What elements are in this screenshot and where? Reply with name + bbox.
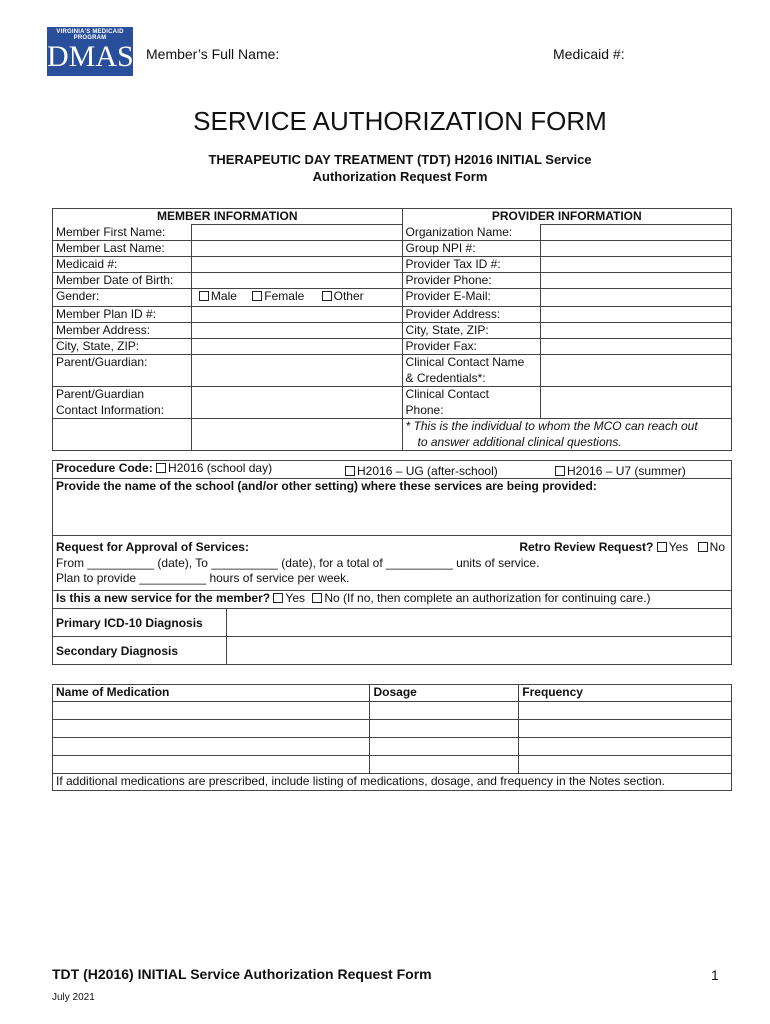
checkbox-icon <box>273 593 283 603</box>
dmas-logo <box>47 27 133 76</box>
member-address-label: Member Address: <box>53 323 192 339</box>
guardian-contact-label <box>53 387 192 419</box>
footer-title: TDT (H2016) INITIAL Service Authorization Request Form <box>52 966 432 982</box>
service-hours-line[interactable]: Plan to provide __________ hours of service per week. <box>56 571 350 585</box>
organization-name-field[interactable] <box>541 225 732 241</box>
medication-dosage-header: Dosage <box>370 685 519 702</box>
school-name-prompt[interactable]: Provide the name of the school (and/or other setting) where these services are being provided: <box>53 479 732 536</box>
clinical-contact-note <box>402 419 731 451</box>
medication-frequency-field[interactable] <box>519 756 732 774</box>
medication-dosage-field[interactable] <box>370 702 519 720</box>
checkbox-icon <box>657 542 667 552</box>
medication-note: If additional medications are prescribed, include listing of medications, dosage, and frequency in the Notes section. <box>53 774 732 791</box>
logo-name: DMAS <box>47 40 134 73</box>
medication-frequency-field[interactable] <box>519 702 732 720</box>
new-service-row <box>53 591 732 609</box>
medication-frequency-field[interactable] <box>519 738 732 756</box>
clinical-contact-name-line1: Clinical Contact Name <box>405 355 525 369</box>
clinical-note-line1: * This is the individual to whom the MCO can reach out <box>405 419 698 433</box>
clinical-note-line2: to answer additional clinical questions. <box>417 434 622 449</box>
provider-email-label: Provider E-Mail: <box>402 289 541 307</box>
clinical-contact-phone-field[interactable] <box>541 387 732 419</box>
organization-name-label: Organization Name: <box>402 225 541 241</box>
new-service-label: Is this a new service for the member? <box>56 591 271 605</box>
medication-dosage-field[interactable] <box>370 738 519 756</box>
member-first-name-label: Member First Name: <box>53 225 192 241</box>
group-npi-label: Group NPI #: <box>402 241 541 257</box>
medication-name-field[interactable] <box>53 738 370 756</box>
new-service-no-option[interactable]: No (If no, then complete an authorization for continuing care.) <box>312 591 650 605</box>
blank-member-cell <box>53 419 192 451</box>
approval-section <box>53 536 732 591</box>
gender-male-option[interactable]: Male <box>199 289 237 303</box>
member-plan-id-field[interactable] <box>191 307 402 323</box>
retro-review-label: Retro Review Request? <box>519 540 654 554</box>
clinical-contact-phone-label <box>402 387 541 419</box>
medication-name-field[interactable] <box>53 702 370 720</box>
footer-date: July 2021 <box>52 992 95 1003</box>
secondary-diagnosis-field[interactable] <box>226 637 731 665</box>
member-full-name-label: Member’s Full Name: <box>146 46 280 62</box>
service-dates-line[interactable]: From __________ (date), To __________ (date), for a total of __________ units of service. <box>56 555 540 570</box>
checkbox-icon <box>252 291 262 301</box>
member-medicaid-field[interactable] <box>191 257 402 273</box>
clinical-contact-phone-line2: Phone: <box>405 402 444 417</box>
provider-tax-id-label: Provider Tax ID #: <box>402 257 541 273</box>
approval-label: Request for Approval of Services: <box>56 540 249 554</box>
member-dob-label: Member Date of Birth: <box>53 273 192 289</box>
checkbox-icon <box>312 593 322 603</box>
parent-guardian-field[interactable] <box>191 355 402 387</box>
provider-fax-field[interactable] <box>541 339 732 355</box>
primary-diagnosis-field[interactable] <box>226 609 731 637</box>
member-address-field[interactable] <box>191 323 402 339</box>
procedure-code-row <box>53 461 732 479</box>
parent-guardian-label: Parent/Guardian: <box>53 355 192 387</box>
guardian-contact-field[interactable] <box>191 387 402 419</box>
subtitle-line-1: THERAPEUTIC DAY TREATMENT (TDT) H2016 INITIAL Service <box>208 152 592 167</box>
header-medicaid-label: Medicaid #: <box>553 46 625 62</box>
provider-address-field[interactable] <box>541 307 732 323</box>
provider-email-field[interactable] <box>541 289 732 307</box>
page-title: SERVICE AUTHORIZATION FORM <box>193 106 607 136</box>
member-medicaid-label: Medicaid #: <box>53 257 192 273</box>
checkbox-icon <box>322 291 332 301</box>
provider-tax-id-field[interactable] <box>541 257 732 273</box>
checkbox-icon <box>555 466 565 476</box>
logo-tagline: VIRGINIA'S MEDICAID PROGRAM <box>56 29 124 41</box>
provider-city-field[interactable] <box>541 323 732 339</box>
retro-review-group <box>519 540 725 556</box>
clinical-contact-phone-line1: Clinical Contact <box>405 387 489 401</box>
procedure-opt-school-day[interactable]: H2016 (school day) <box>156 461 272 475</box>
guardian-contact-line2: Contact Information: <box>56 402 165 417</box>
clinical-contact-name-line2: & Credentials*: <box>405 370 486 385</box>
provider-phone-label: Provider Phone: <box>402 273 541 289</box>
provider-address-label: Provider Address: <box>402 307 541 323</box>
clinical-contact-name-field[interactable] <box>541 355 732 387</box>
medication-dosage-field[interactable] <box>370 756 519 774</box>
member-city-label: City, State, ZIP: <box>53 339 192 355</box>
member-plan-id-label: Member Plan ID #: <box>53 307 192 323</box>
gender-female-option[interactable]: Female <box>252 289 304 303</box>
provider-fax-label: Provider Fax: <box>402 339 541 355</box>
medication-frequency-header: Frequency <box>519 685 732 702</box>
guardian-contact-line1: Parent/Guardian <box>56 387 145 401</box>
member-last-name-label: Member Last Name: <box>53 241 192 257</box>
checkbox-icon <box>199 291 209 301</box>
provider-info-heading: PROVIDER INFORMATION <box>402 209 731 225</box>
medication-name-field[interactable] <box>53 720 370 738</box>
medication-name-header: Name of Medication <box>53 685 370 702</box>
provider-city-label: City, State, ZIP: <box>402 323 541 339</box>
retro-no-option[interactable]: No <box>698 540 725 554</box>
gender-other-option[interactable]: Other <box>322 289 364 303</box>
page-number: 1 <box>711 967 719 983</box>
group-npi-field[interactable] <box>541 241 732 257</box>
gender-options <box>191 289 402 307</box>
checkbox-icon <box>698 542 708 552</box>
member-first-name-field[interactable] <box>191 225 402 241</box>
gender-label: Gender: <box>53 289 192 307</box>
member-dob-field[interactable] <box>191 273 402 289</box>
medication-table <box>52 684 732 791</box>
provider-phone-field[interactable] <box>541 273 732 289</box>
clinical-contact-name-label <box>402 355 541 387</box>
medication-frequency-field[interactable] <box>519 720 732 738</box>
procedure-code-label: Procedure Code: <box>56 461 153 475</box>
member-info-heading: MEMBER INFORMATION <box>53 209 403 225</box>
procedure-table <box>52 460 732 665</box>
secondary-diagnosis-label: Secondary Diagnosis <box>53 637 227 665</box>
subtitle-line-2: Authorization Request Form <box>312 169 488 184</box>
retro-yes-option[interactable]: Yes <box>657 540 689 554</box>
member-provider-table <box>52 208 732 451</box>
member-last-name-field[interactable] <box>191 241 402 257</box>
checkbox-icon <box>345 466 355 476</box>
medication-name-field[interactable] <box>53 756 370 774</box>
new-service-yes-option[interactable]: Yes <box>273 591 305 605</box>
page-subtitle <box>0 151 770 185</box>
procedure-opt-summer[interactable]: H2016 – U7 (summer) <box>555 464 686 478</box>
member-city-field[interactable] <box>191 339 402 355</box>
primary-diagnosis-label: Primary ICD-10 Diagnosis <box>53 609 227 637</box>
blank-member-field <box>191 419 402 451</box>
medication-dosage-field[interactable] <box>370 720 519 738</box>
checkbox-icon <box>156 463 166 473</box>
procedure-opt-after-school[interactable]: H2016 – UG (after-school) <box>345 464 498 478</box>
